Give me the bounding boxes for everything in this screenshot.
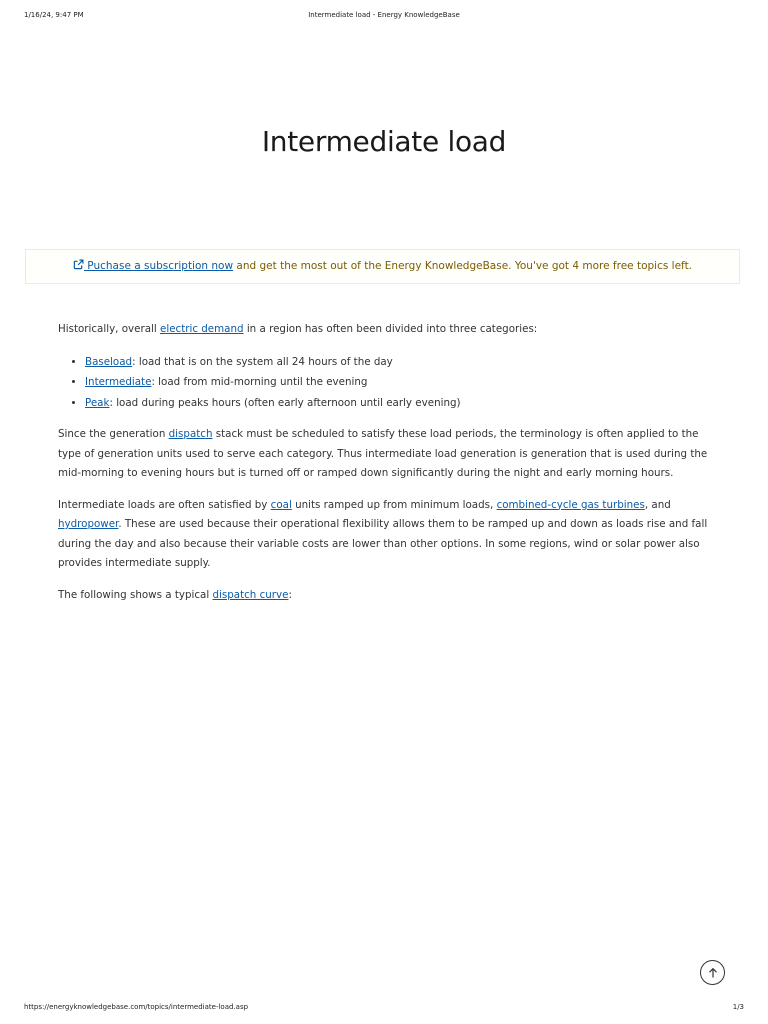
- paragraph-dispatch-curve: [58, 586, 708, 606]
- purchase-subscription-link[interactable]: [73, 260, 233, 272]
- arrow-up-icon: [707, 967, 719, 979]
- banner-text: and get the most out of the Energy KnowledgeBase. You've got 4 more free topics left.: [233, 260, 693, 272]
- article-body: [58, 320, 708, 617]
- list-item: [85, 352, 708, 373]
- link-coal[interactable]: coal: [270, 498, 292, 511]
- print-doc-title: Intermediate load - Energy KnowledgeBase: [308, 11, 460, 19]
- link-hydropower[interactable]: hydropower: [58, 518, 119, 530]
- text: units ramped up from minimum loads,: [291, 498, 497, 511]
- text: Intermediate loads are often satisfied by: [58, 498, 271, 511]
- print-header: [0, 11, 768, 23]
- link-dispatch[interactable]: dispatch: [168, 428, 213, 440]
- text: Since the generation: [58, 428, 169, 440]
- print-url: https://energyknowledgebase.com/topics/intermediate-load.asp: [24, 1003, 249, 1011]
- list-item: [85, 393, 708, 414]
- list-item: [85, 372, 708, 393]
- page-indicator: 1/3: [732, 1003, 744, 1011]
- purchase-subscription-link-text: Puchase a subscription now: [83, 260, 234, 272]
- paragraph-dispatch: [58, 425, 708, 484]
- text: . These are used because their operational flexibility allows them to be ramped up and down as loads rise and fall during the day and also because their variable costs are lower than other options. In some regions, wind or solar power also provides intermediate supply.: [58, 518, 708, 569]
- text: The following shows a typical: [58, 588, 213, 601]
- text: : load during peaks hours (often early afternoon until early evening): [109, 396, 461, 409]
- print-footer: [0, 1003, 768, 1015]
- paragraph-intro: [58, 320, 708, 340]
- text: : load from mid-morning until the evening: [151, 376, 368, 388]
- text: Historically, overall: [58, 323, 160, 335]
- print-datetime: 1/16/24, 9:47 PM: [24, 11, 84, 19]
- link-peak[interactable]: Peak: [85, 396, 110, 409]
- scroll-to-top-button[interactable]: [700, 960, 725, 985]
- link-intermediate[interactable]: Intermediate: [85, 376, 152, 388]
- text: , and: [644, 498, 671, 511]
- external-link-icon: [73, 259, 84, 270]
- link-baseload[interactable]: Baseload: [85, 355, 133, 368]
- link-electric-demand[interactable]: electric demand: [160, 323, 244, 335]
- text: in a region has often been divided into three categories:: [243, 323, 538, 335]
- paragraph-intermediate-supply: [58, 496, 708, 574]
- load-categories-list: [58, 352, 708, 414]
- link-dispatch-curve[interactable]: dispatch curve: [212, 588, 289, 601]
- text: :: [288, 588, 292, 601]
- subscription-banner: [25, 249, 740, 284]
- text: stack must be scheduled to satisfy these load periods, the terminology is often applied to the type of generation units used to serve each category. Thus intermediate load generation is generation that is used during the mid-morning to evening hours but is turned off or ramped down significantly during the night and early morning hours.: [58, 428, 708, 479]
- link-combined-cycle-gas-turbines[interactable]: combined-cycle gas turbines: [496, 498, 645, 511]
- text: : load that is on the system all 24 hours of the day: [132, 355, 393, 368]
- page-title: Intermediate load: [261, 125, 507, 158]
